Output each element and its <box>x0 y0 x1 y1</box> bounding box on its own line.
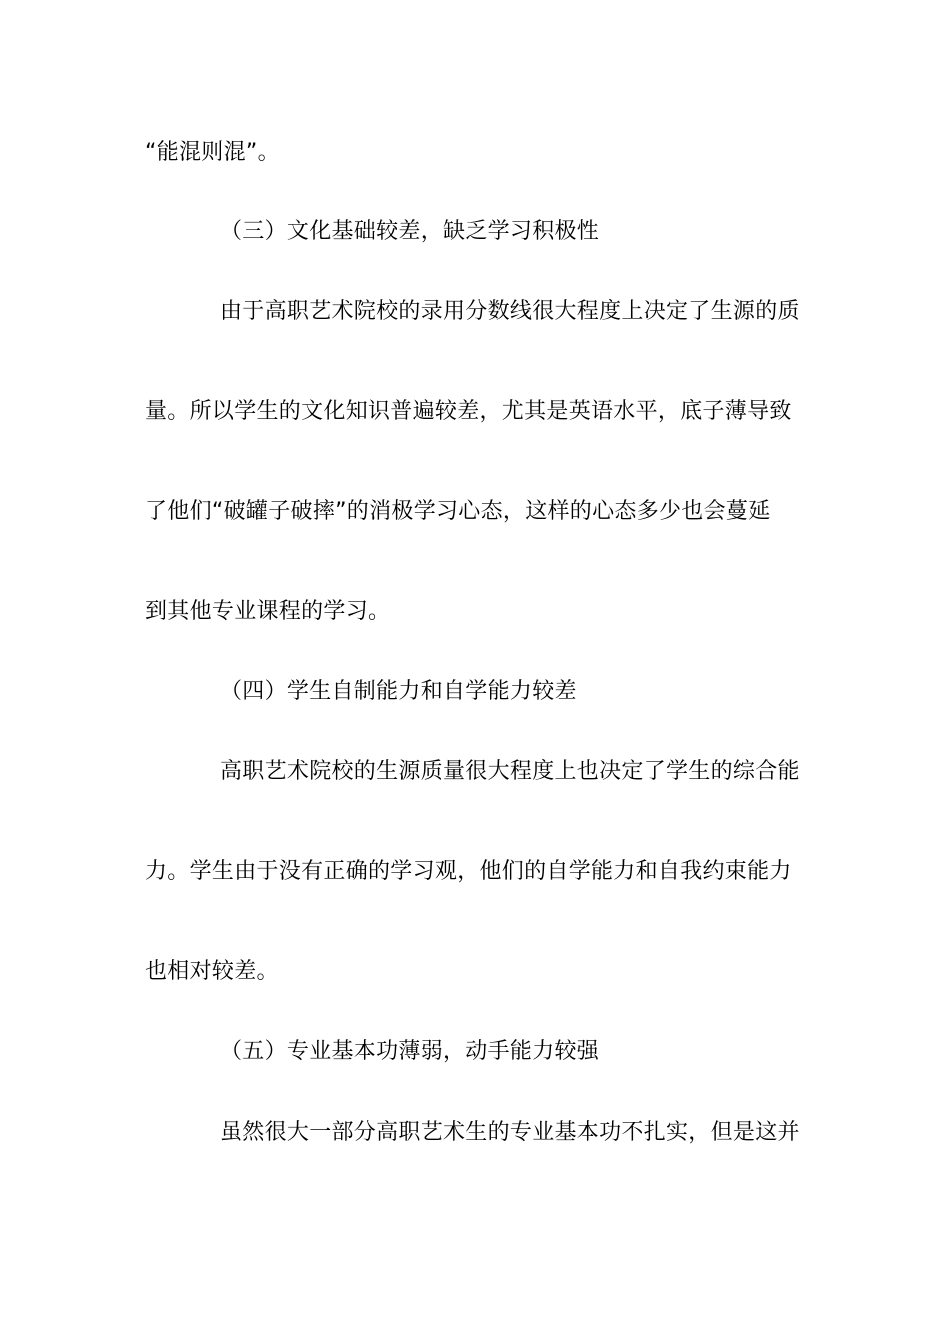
text-line: 虽然很大一部分高职艺术生的专业基本功不扎实，但是这并 <box>220 1120 800 1145</box>
text-line: “能混则混”。 <box>145 140 280 165</box>
text-line: 也相对较差。 <box>145 959 279 984</box>
section-heading: （五）专业基本功薄弱，动手能力较强 <box>220 1039 600 1064</box>
text-line: 量。所以学生的文化知识普遍较差，尤其是英语水平，底子薄导致 <box>145 399 792 424</box>
section-heading: （三）文化基础较差，缺乏学习积极性 <box>220 219 600 244</box>
text-line: 力。学生由于没有正确的学习观，他们的自学能力和自我约束能力 <box>145 859 792 884</box>
text-line: 高职艺术院校的生源质量很大程度上也决定了学生的综合能 <box>220 759 800 784</box>
text-line: 由于高职艺术院校的录用分数线很大程度上决定了生源的质 <box>220 299 800 324</box>
text-line: 了他们“破罐子破摔”的消极学习心态，这样的心态多少也会蔓延 <box>145 499 771 524</box>
section-heading: （四）学生自制能力和自学能力较差 <box>220 679 577 704</box>
text-line: 到其他专业课程的学习。 <box>145 599 391 624</box>
